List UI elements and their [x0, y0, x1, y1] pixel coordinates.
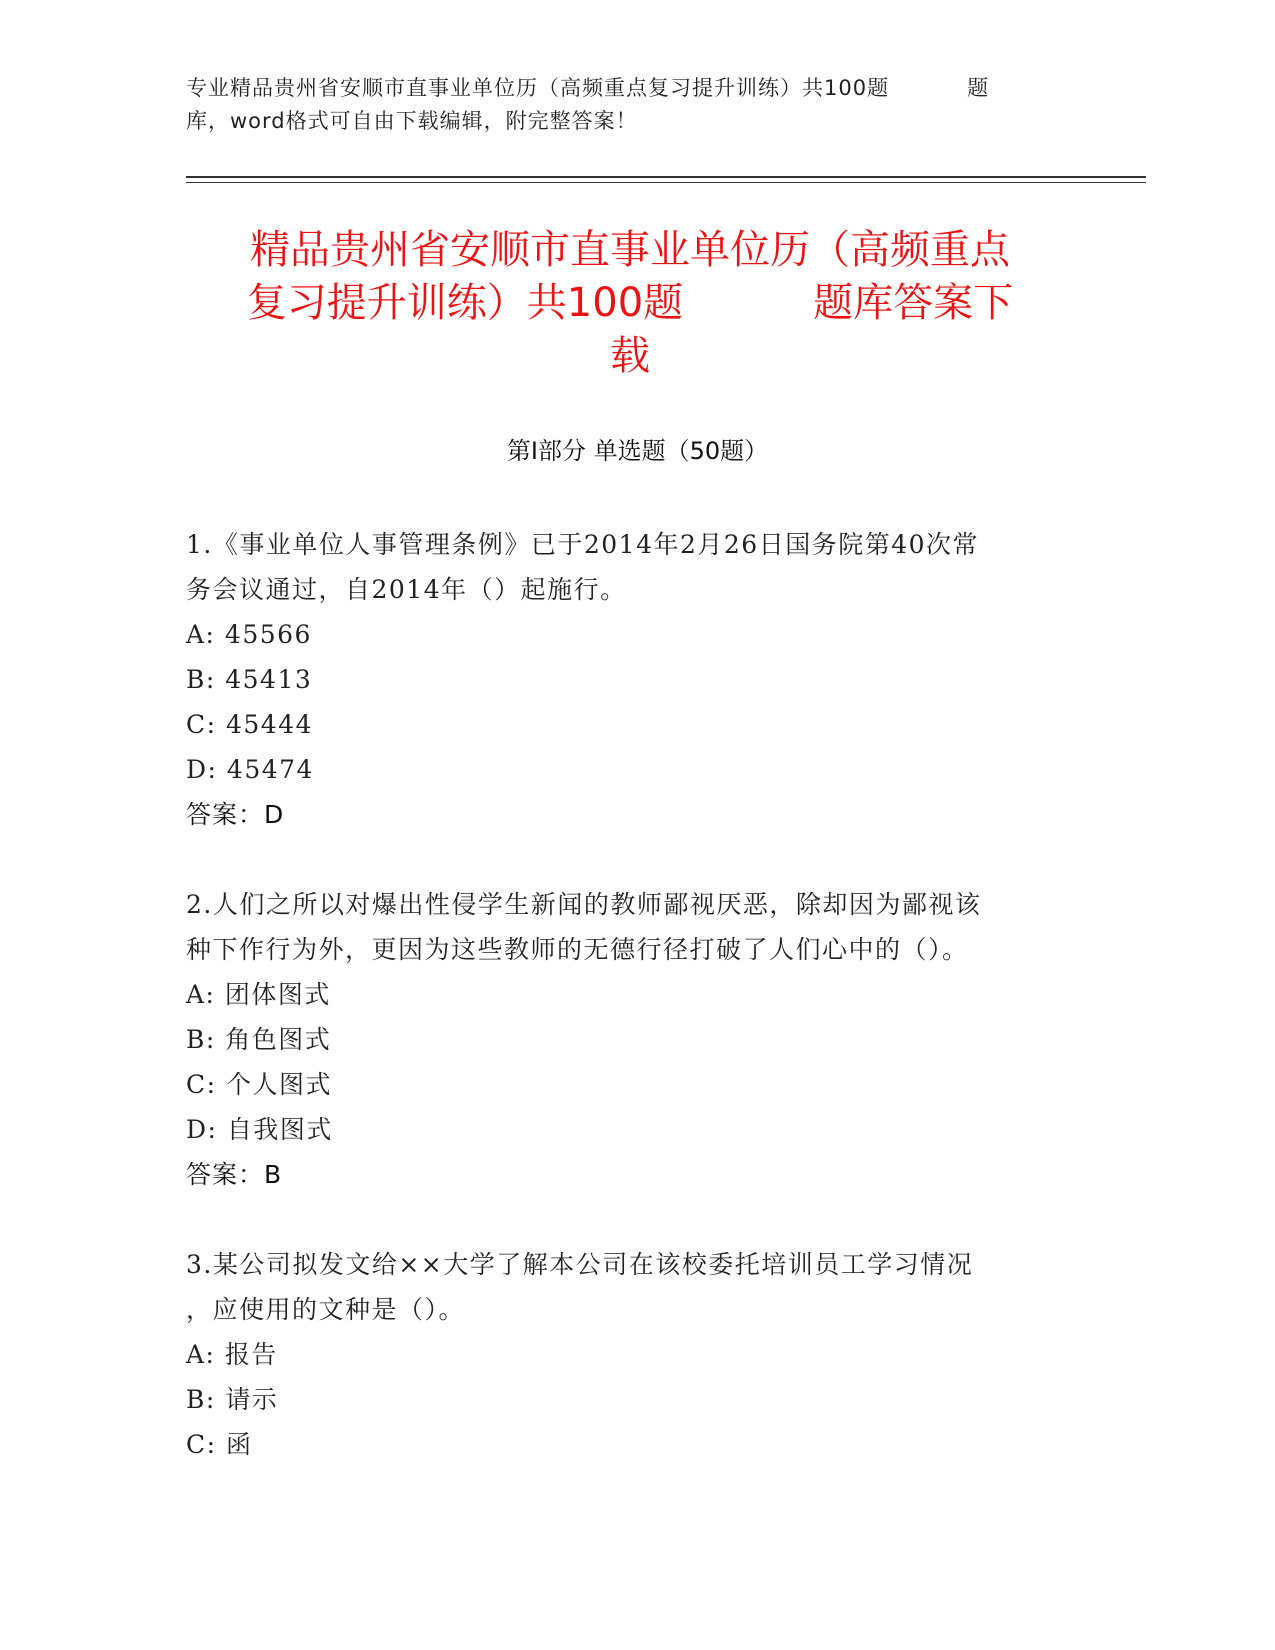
option-b: B: 45413 — [186, 665, 313, 694]
option-b: B: 角色图式 — [186, 1025, 332, 1054]
title-line-2-left: 复习提升训练）共100题 — [246, 280, 684, 326]
option-a: A: 团体图式 — [186, 980, 331, 1009]
question-stem: ，应使用的文种是（）。 — [186, 1295, 466, 1324]
title-line-3: 载 — [610, 333, 650, 379]
answer: 答案：D — [186, 800, 285, 829]
header-note-line-1 — [186, 72, 1076, 105]
header-note-text-tail: 题 — [967, 76, 990, 100]
question-3 — [186, 1242, 1076, 1467]
title-line-1: 精品贵州省安顺市直事业单位历（高频重点 — [250, 227, 1010, 273]
question-stem: 种下作行为外，更因为这些教师的无德行径打破了人们心中的（）。 — [186, 935, 969, 964]
document-title — [180, 224, 1080, 383]
option-c: C: 45444 — [186, 710, 314, 739]
option-c: C: 函 — [186, 1430, 253, 1459]
question-stem: 3.某公司拟发文给××大学了解本公司在该校委托培训员工学习情况 — [186, 1250, 974, 1279]
question-stem: 1.《事业单位人事管理条例》已于2014年2月26日国务院第40次常 — [186, 530, 980, 559]
header-note-line-2: 库，word格式可自由下载编辑，附完整答案！ — [186, 109, 638, 133]
answer: 答案：B — [186, 1160, 283, 1189]
question-2 — [186, 882, 1076, 1197]
option-d: D: 45474 — [186, 755, 314, 784]
option-d: D: 自我图式 — [186, 1115, 333, 1144]
header-note-text: 专业精品贵州省安顺市直事业单位历（高频重点复习提升训练）共100题 — [186, 76, 890, 100]
title-line-2 — [180, 277, 1080, 330]
title-line-2-right: 题库答案下 — [813, 280, 1014, 326]
header-divider-thin — [186, 182, 1146, 183]
header-note — [186, 72, 1076, 138]
option-c: C: 个人图式 — [186, 1070, 332, 1099]
option-a: A: 报告 — [186, 1340, 278, 1369]
option-a: A: 45566 — [186, 620, 312, 649]
question-stem: 2.人们之所以对爆出性侵学生新闻的教师鄙视厌恶，除却因为鄙视该 — [186, 890, 982, 919]
question-1 — [186, 522, 1076, 837]
header-divider — [186, 176, 1146, 178]
option-b: B: 请示 — [186, 1385, 279, 1414]
section-title: 第Ⅰ部分 单选题（50题） — [506, 437, 769, 465]
question-stem: 务会议通过，自2014年（）起施行。 — [186, 575, 627, 604]
